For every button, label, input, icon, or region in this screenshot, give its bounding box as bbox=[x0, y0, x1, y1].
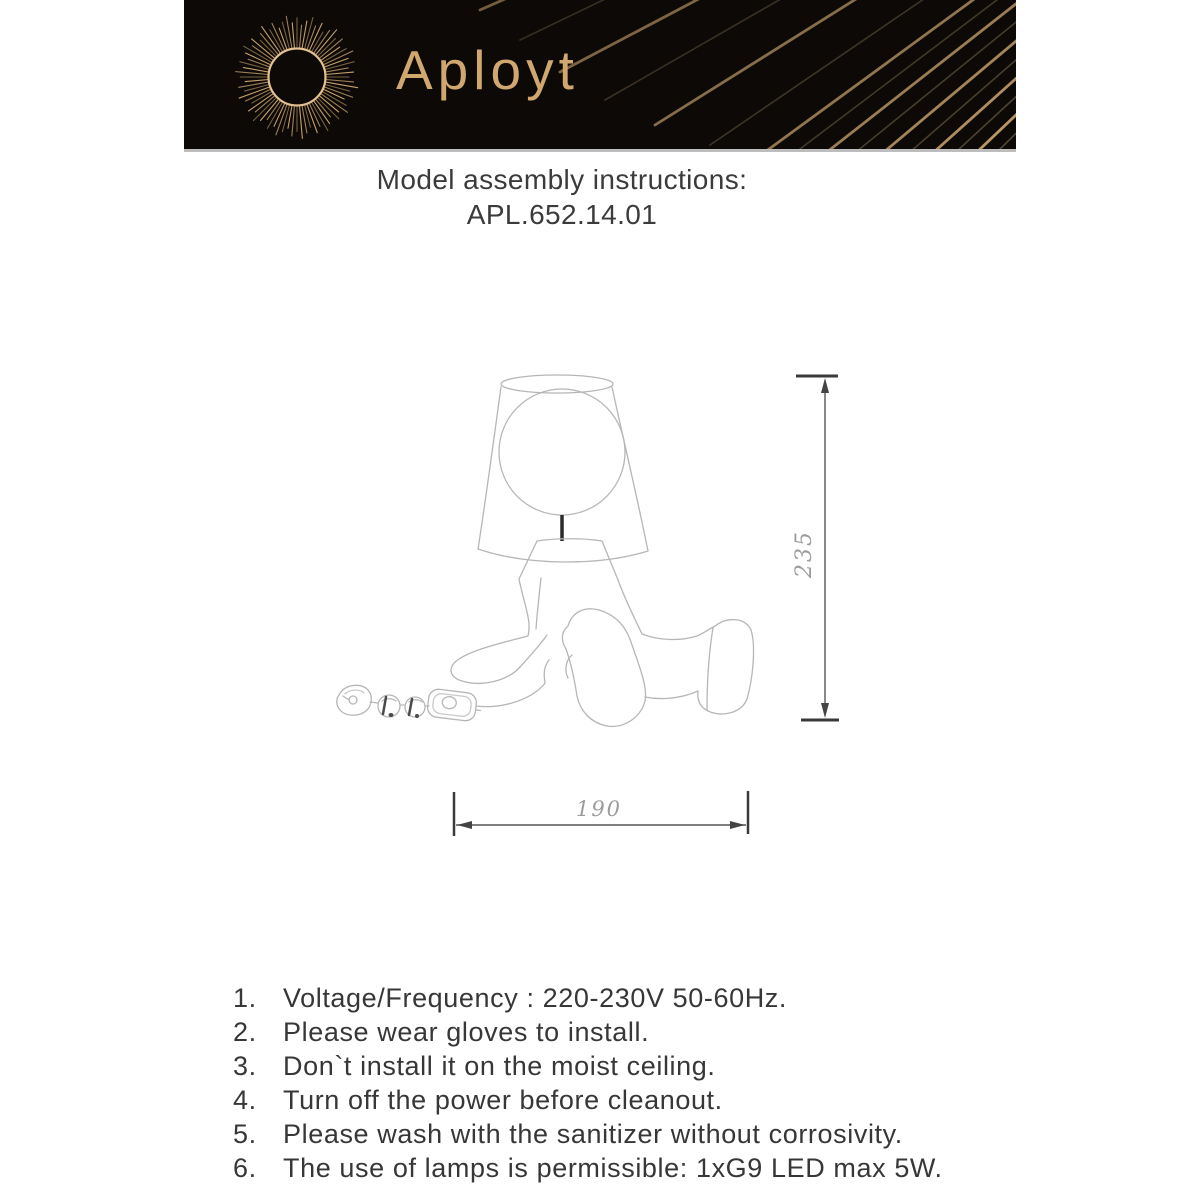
head-sketch bbox=[499, 389, 625, 515]
list-item bbox=[233, 1015, 1053, 1049]
instruction-list bbox=[233, 981, 1053, 1185]
assembly-diagram bbox=[330, 355, 890, 855]
connector-sketch bbox=[378, 695, 429, 718]
item-number: 1. bbox=[233, 983, 257, 1013]
title-line: Model assembly instructions: bbox=[376, 164, 748, 195]
item-number: 2. bbox=[233, 1017, 257, 1047]
width-dimension-label: 190 bbox=[575, 797, 623, 821]
list-item bbox=[233, 1049, 1053, 1083]
brand-header bbox=[184, 0, 1016, 152]
list-item bbox=[233, 1117, 1053, 1151]
cord-switch-sketch bbox=[426, 688, 482, 722]
item-text: Please wear gloves to install. bbox=[283, 1017, 650, 1047]
list-item bbox=[233, 981, 1053, 1015]
item-text: Voltage/Frequency : 220-230V 50-60Hz. bbox=[283, 983, 788, 1013]
item-number: 3. bbox=[233, 1051, 257, 1081]
rays-decoration-icon bbox=[184, 0, 1016, 152]
item-text: Please wash with the sanitizer without corrosivity. bbox=[283, 1119, 903, 1149]
width-dimension bbox=[454, 791, 748, 836]
body-sketch bbox=[451, 539, 753, 727]
list-item bbox=[233, 1151, 1053, 1185]
model-number: APL.652.14.01 bbox=[466, 199, 658, 230]
list-item bbox=[233, 1083, 1053, 1117]
plug-sketch bbox=[337, 685, 378, 715]
item-text: The use of lamps is permissible: 1xG9 LED max 5W. bbox=[283, 1153, 943, 1183]
brand-wordmark: Aployt bbox=[396, 39, 579, 101]
item-text: Turn off the power before cleanout. bbox=[283, 1085, 723, 1115]
item-number: 4. bbox=[233, 1085, 257, 1115]
item-number: 5. bbox=[233, 1119, 257, 1149]
document-title bbox=[162, 162, 962, 232]
item-text: Don`t install it on the moist ceiling. bbox=[283, 1051, 716, 1081]
height-dimension bbox=[792, 376, 839, 720]
item-number: 6. bbox=[233, 1153, 257, 1183]
height-dimension-label: 235 bbox=[792, 530, 817, 578]
